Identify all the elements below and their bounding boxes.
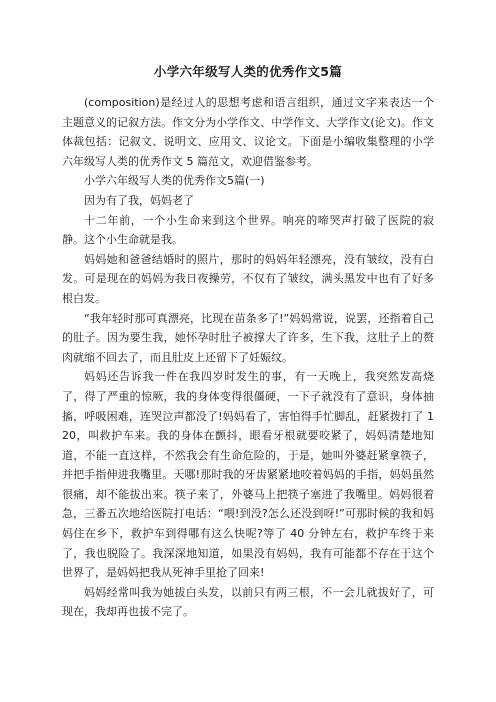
essay-heading: 小学六年级写人类的优秀作文5篇(一) <box>84 174 265 188</box>
essay-title: 因为有了我，妈妈老了 <box>84 193 194 207</box>
document-title: 小学六年级写人类的优秀作文5篇 <box>153 64 343 79</box>
essay-paragraph: 十二年前，一个小生命来到这个世界。响亮的啼哭声打破了医院的寂静。这个小生命就是我。 <box>62 213 434 247</box>
essay-paragraph: “我年轻时那可真漂亮，比现在苗条多了!”妈妈常说，说罢，还指着自己的肚子。因为要生我，她怀孕时肚子被撑大了许多，生下我，这肚子上的赘肉就缩不回去了，而且肚皮上还留下了妊娠纹。 <box>62 311 434 364</box>
document-body <box>62 93 434 622</box>
essay-paragraph: 妈妈经常叫我为她拔白头发，以前只有两三根，不一会儿就拔好了，可现在，我却再也拔不完了。 <box>62 585 434 619</box>
intro-paragraph: (composition)是经过人的思想考虑和语言组织，通过文字来表达一个主题意义的记叙方法。作文分为小学作文、中学作文、大学作文(论文)。作文体裁包括：记叙文、说明文、应用文、议论文。下面是小编收集整理的小学六年级写人类的优秀作文 5 篇范文，欢迎借鉴参考。 <box>62 96 434 168</box>
essay-paragraph: 妈妈她和爸爸结婚时的照片，那时的妈妈年轻漂亮，没有皱纹，没有白发。可是现在的妈妈为我日夜操劳，不仅有了皱纹，满头黑发中也有了好多根白发。 <box>62 252 434 305</box>
essay-paragraph: 妈妈还告诉我一件在我四岁时发生的事，有一天晚上，我突然发高烧了，得了严重的惊厥，我的身体变得很僵硬，一下子就没有了意识，身体抽搐，呼吸困难，连哭泣声都没了!妈妈看了，害怕得手忙脚乱，赶紧拨打了 120，叫救护车来。我的身体在颤抖，眼看牙根就要咬紧了，妈妈清楚地知道，不能一直这样，不然我会有生命危险的，于是，她叫外婆赶紧拿筷子，并把手指伸进我嘴里。天哪!那时我的牙齿紧紧地咬着妈妈的手指，妈妈虽然很痛，却不能拔出来。筷子来了，外婆马上把筷子塞进了我嘴里。妈妈很着急，三番五次地给医院打电话：“喂!到没?怎么还没到呀!”可那时候的我和妈妈住在乡下，救护车到得哪有这么快呢?等了 40 分钟左右，救护车终于来了，我也脱险了。我深深地知道，如果没有妈妈，我有可能都不存在于这个世界了，是妈妈把我从死神手里抢了回来! <box>62 370 434 580</box>
